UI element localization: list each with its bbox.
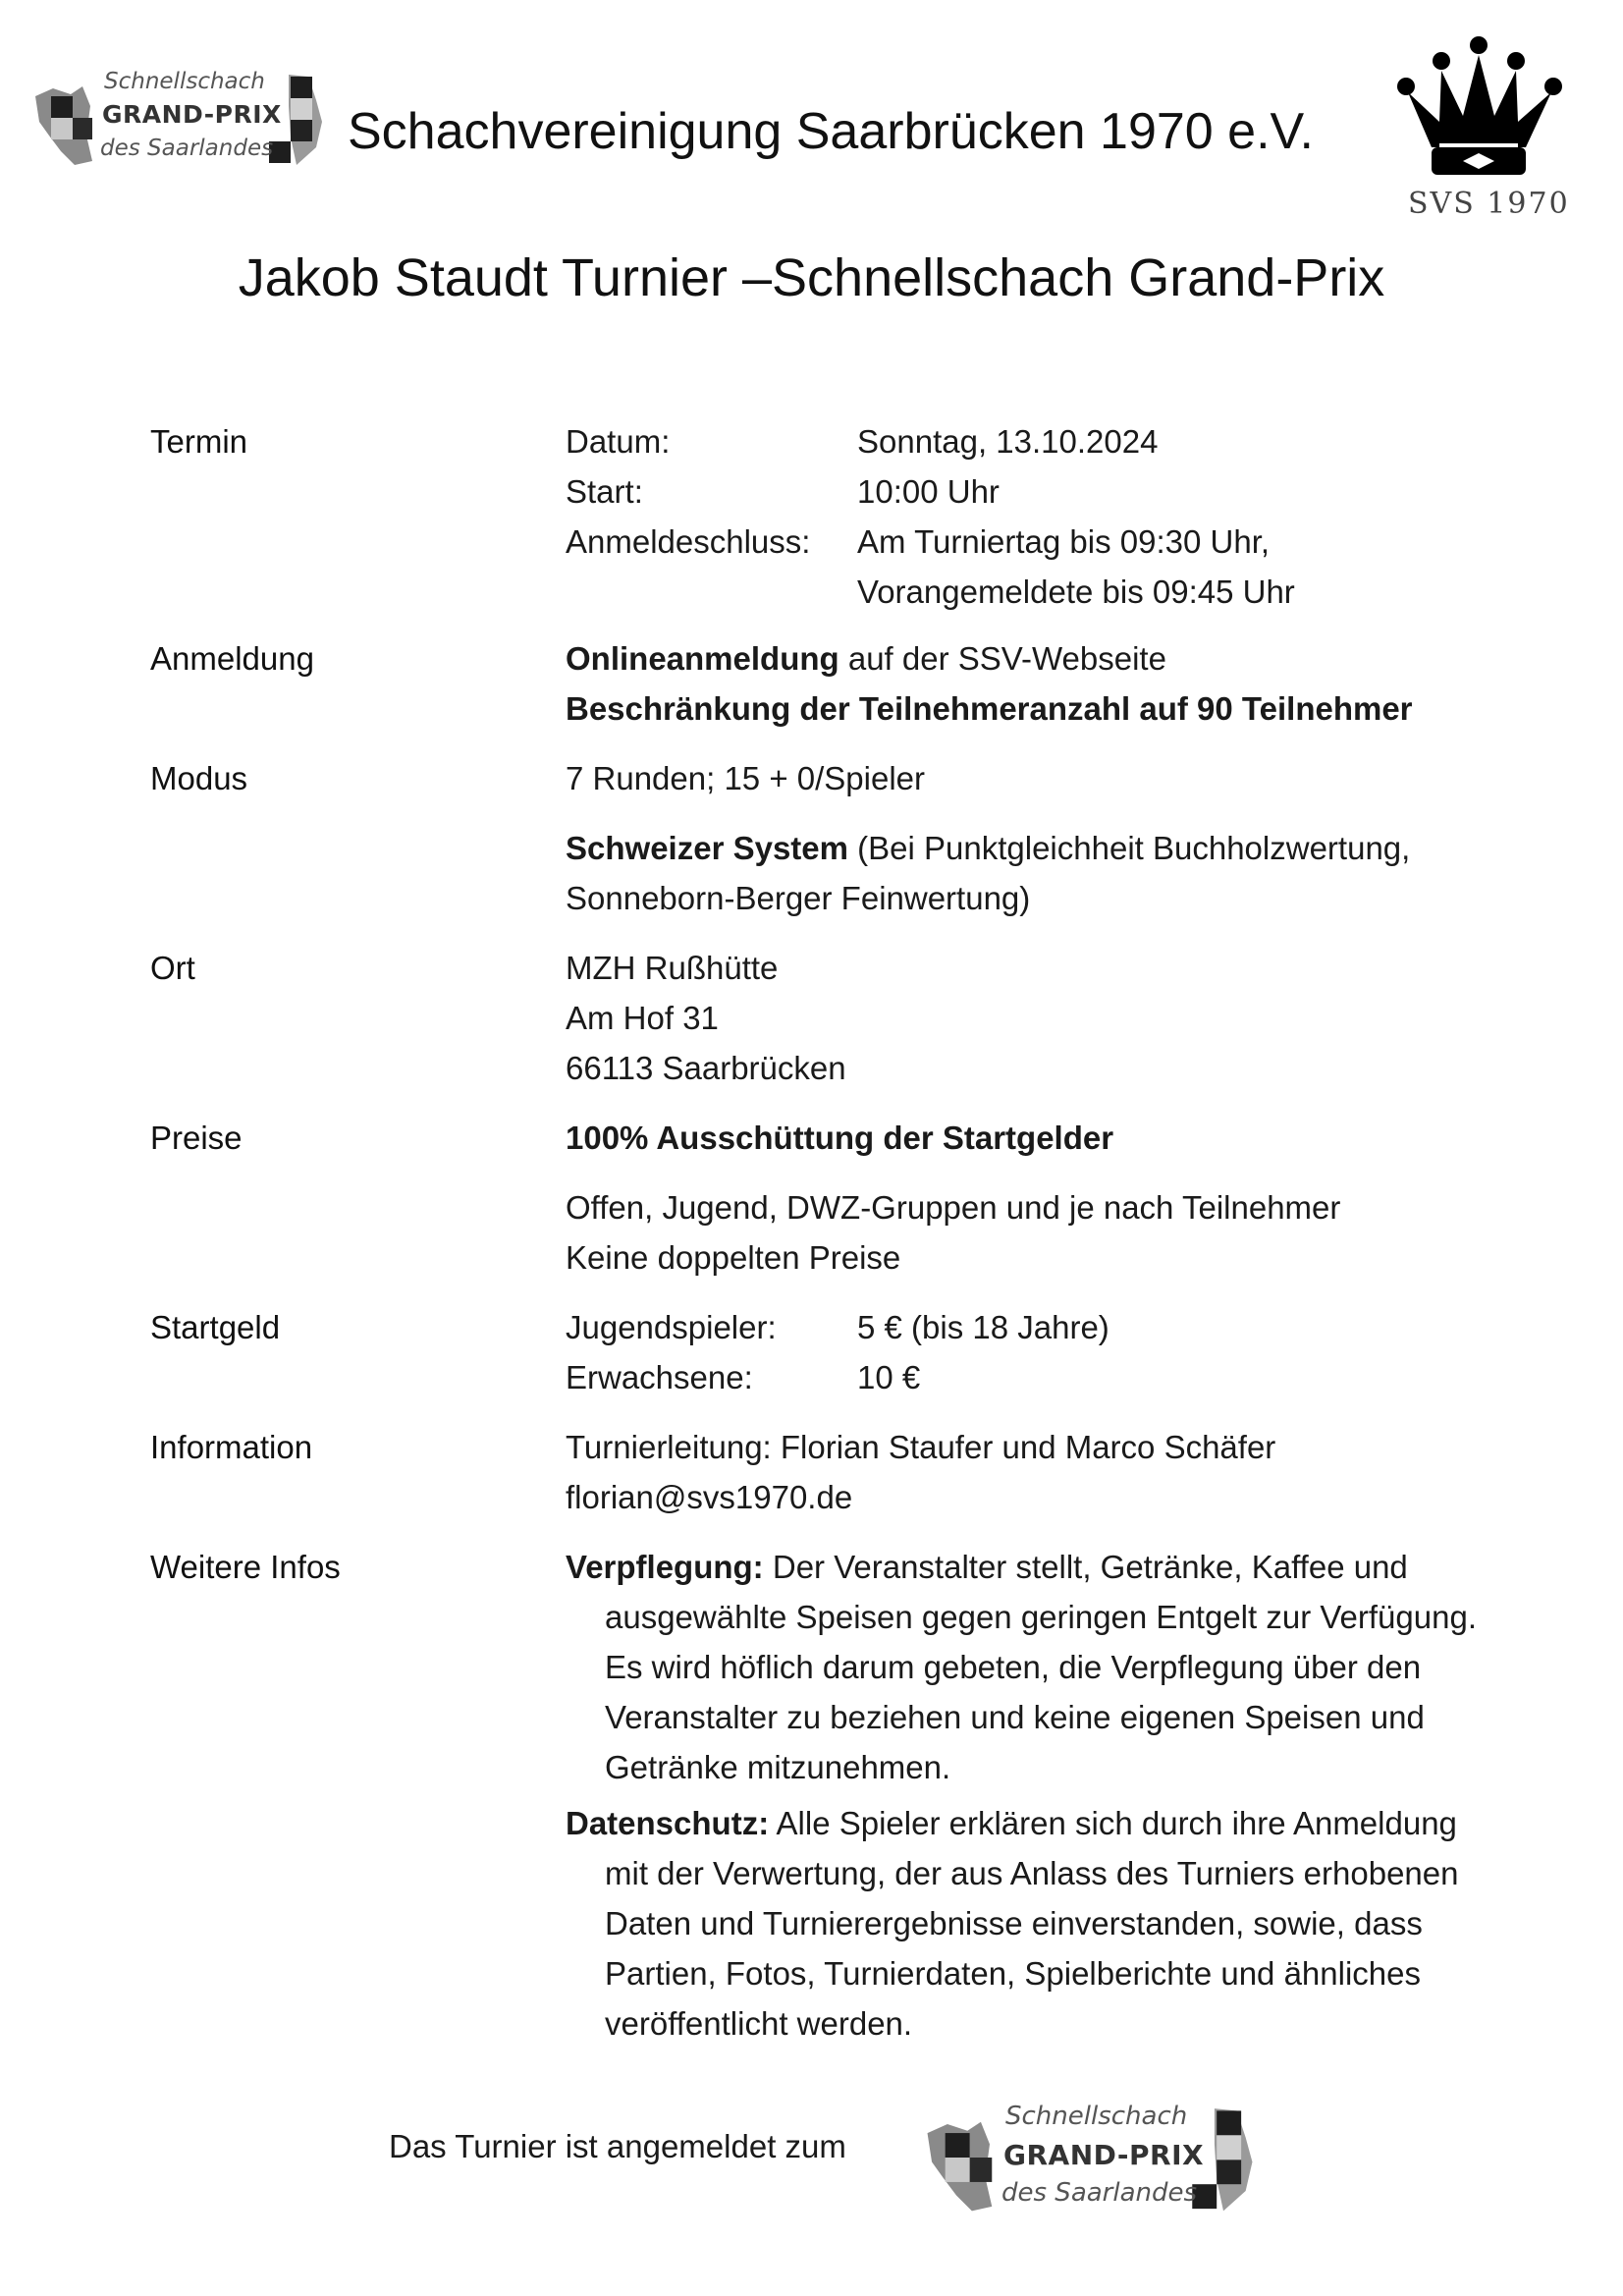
logo-line-1: Schnellschach: [104, 69, 265, 94]
section-label-startgeld: Startgeld: [150, 1309, 281, 1345]
system-info: [566, 830, 1410, 867]
system-bold: Schweizer System: [566, 830, 848, 866]
venue-street: Am Hof 31: [566, 1000, 719, 1036]
youth-fee-value: 5 € (bis 18 Jahre): [857, 1309, 1109, 1345]
club-emblem-label: SVS 1970: [1408, 187, 1570, 221]
catering-info: [566, 1542, 1508, 1792]
club-name: Schachvereinigung Saarbrücken 1970 e.V.: [348, 103, 1314, 160]
deadline-key: Anmeldeschluss:: [566, 523, 811, 560]
page-title: Jakob Staudt Turnier –Schnellschach Grand-Prix: [238, 248, 1385, 307]
venue-city: 66113 Saarbrücken: [566, 1050, 846, 1086]
venue-name: MZH Rußhütte: [566, 950, 779, 986]
prize-rule: Keine doppelten Preise: [566, 1239, 901, 1276]
online-registration-rest: auf der SSV-Webseite: [839, 640, 1166, 677]
online-registration-bold: Onlineanmeldung: [566, 640, 839, 677]
crown-emblem: [1392, 31, 1569, 189]
system-rest-2: Sonneborn-Berger Feinwertung): [566, 880, 1031, 916]
prize-groups: Offen, Jugend, DWZ-Gruppen und je nach Teilnehmer: [566, 1189, 1341, 1226]
logo-line-3: des Saarlandes: [100, 136, 274, 161]
participant-limit: Beschränkung der Teilnehmeranzahl auf 90 Teilnehmer: [566, 690, 1413, 727]
deadline-value-1: Am Turniertag bis 09:30 Uhr,: [857, 523, 1271, 560]
footer-grand-prix-logo: [923, 2100, 1257, 2215]
section-label-ort: Ort: [150, 950, 195, 986]
catering-text: Der Veranstalter stellt, Getränke, Kaffee und ausgewählte Speisen gegen geringen Entgelt zur Verfügung. Es wird höflich darum gebeten, die Verpflegung über den Veranstalter zu beziehen und keine eigenen Speisen und Getränke mitzunehmen.: [605, 1549, 1477, 1785]
privacy-bold: Datenschutz:: [566, 1805, 770, 1841]
section-label-termin: Termin: [150, 423, 248, 460]
adult-fee-key: Erwachsene:: [566, 1359, 753, 1395]
start-key: Start:: [566, 473, 643, 510]
youth-fee-key: Jugendspieler:: [566, 1309, 777, 1345]
privacy-text: Alle Spieler erklären sich durch ihre Anmeldung mit der Verwertung, der aus Anlass des Turniers erhobenen Daten und Turnierergebnisse einverstanden, sowie, dass Partien, Fotos, Turnierdaten, Spielberichte und ähnliches veröffentlicht werden.: [605, 1805, 1459, 2042]
rounds-info: 7 Runden; 15 + 0/Spieler: [566, 760, 926, 796]
privacy-info: [566, 1798, 1508, 2049]
online-registration: [566, 640, 1166, 678]
grand-prix-logo: [31, 67, 326, 169]
footer-logo-line-3: des Saarlandes: [1001, 2178, 1198, 2208]
section-label-information: Information: [150, 1429, 313, 1465]
section-label-modus: Modus: [150, 760, 248, 796]
section-label-anmeldung: Anmeldung: [150, 640, 314, 677]
tournament-directors: Turnierleitung: Florian Staufer und Marco Schäfer: [566, 1429, 1276, 1465]
adult-fee-value: 10 €: [857, 1359, 921, 1395]
datum-key: Datum:: [566, 423, 671, 460]
start-value: 10:00 Uhr: [857, 473, 1000, 510]
footer-logo-line-2: GRAND-PRIX: [1003, 2139, 1205, 2171]
section-label-preise: Preise: [150, 1120, 243, 1156]
crown-icon: [1392, 31, 1569, 189]
datum-value: Sonntag, 13.10.2024: [857, 423, 1159, 460]
logo-line-2: GRAND-PRIX: [102, 100, 282, 129]
deadline-value-2: Vorangemeldete bis 09:45 Uhr: [857, 574, 1295, 610]
footer-text: Das Turnier ist angemeldet zum: [389, 2128, 846, 2164]
contact-email[interactable]: florian@svs1970.de: [566, 1479, 853, 1515]
footer-logo-line-1: Schnellschach: [1005, 2102, 1188, 2131]
catering-bold: Verpflegung:: [566, 1549, 764, 1585]
system-rest-1: (Bei Punktgleichheit Buchholzwertung,: [847, 830, 1411, 866]
payout-info: 100% Ausschüttung der Startgelder: [566, 1120, 1114, 1156]
section-label-weitere-infos: Weitere Infos: [150, 1549, 341, 1585]
